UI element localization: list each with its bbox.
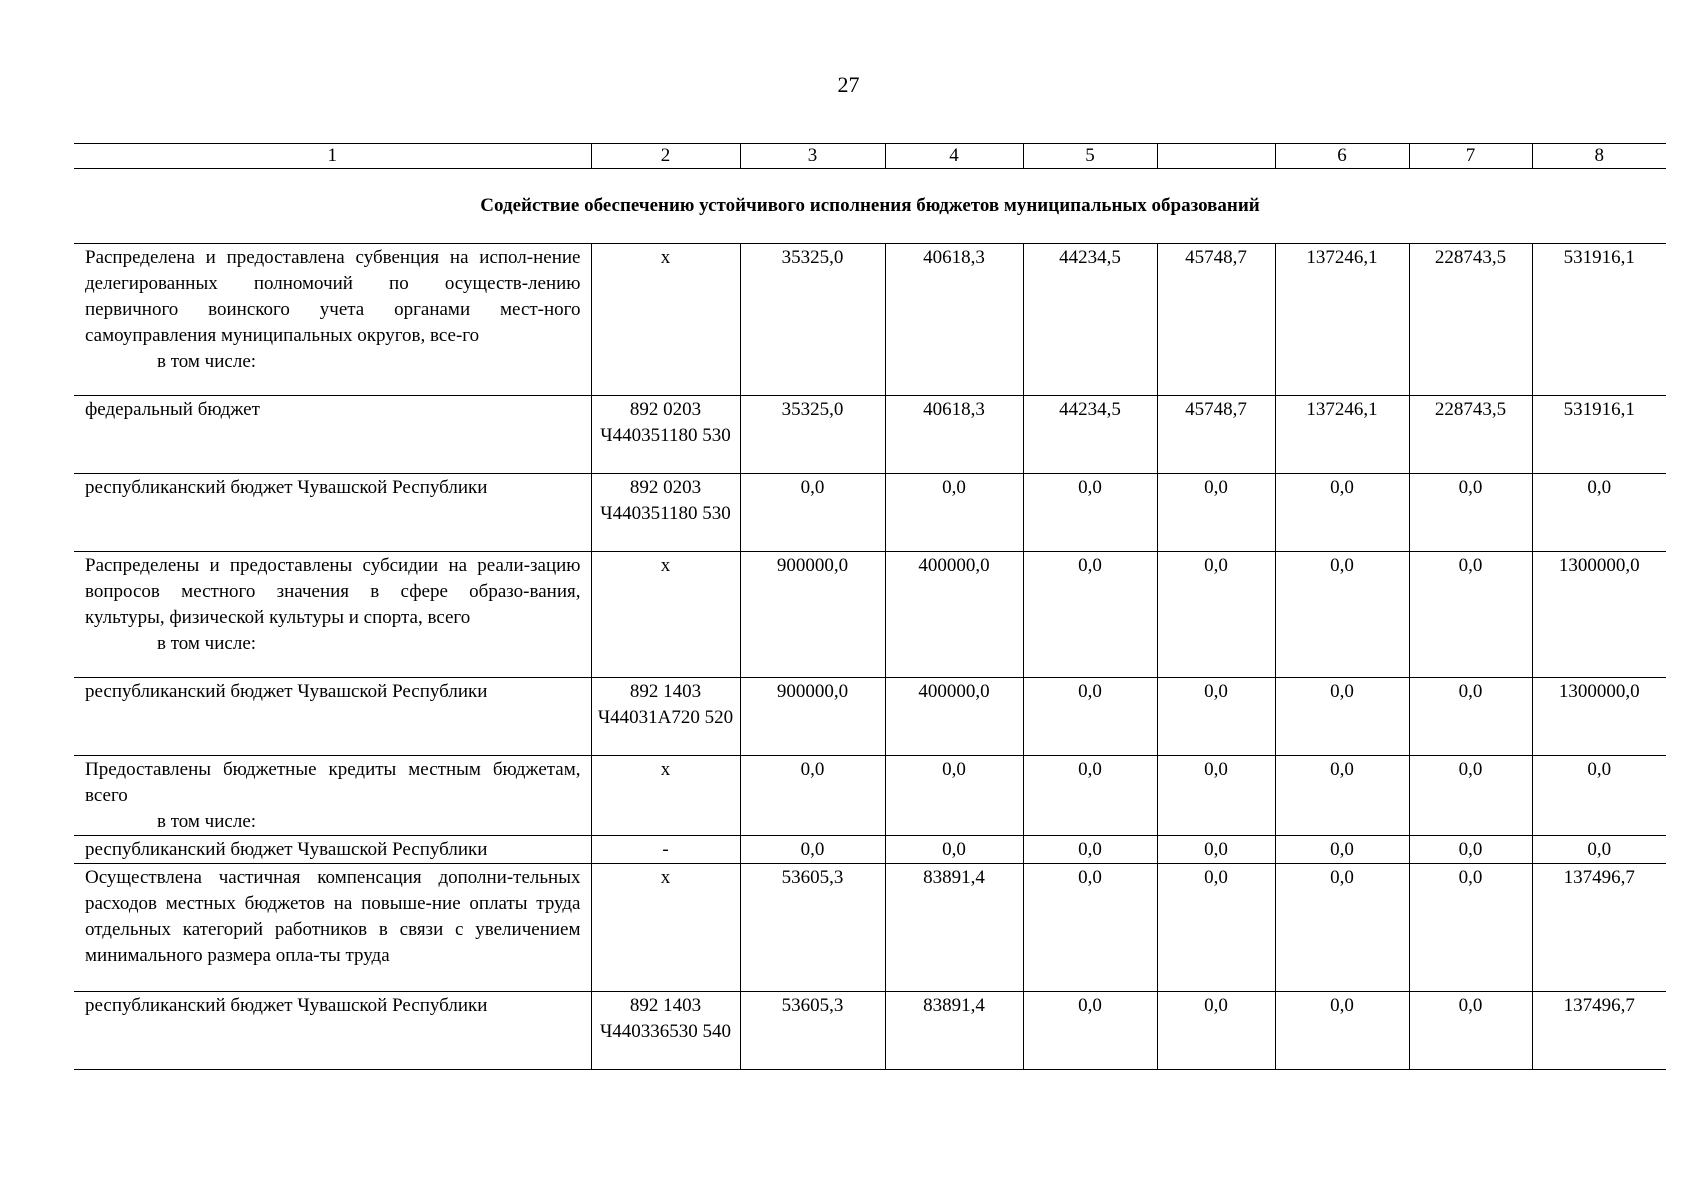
amount-cell: 0,0 [1409,552,1532,678]
amount-cell: 0,0 [885,474,1023,552]
budget-code-cell: х [591,244,740,396]
amount-cell: 0,0 [740,836,885,864]
amount-cell: 0,0 [885,756,1023,836]
amount-cell: 531916,1 [1532,244,1666,396]
amount-cell: 0,0 [1157,474,1275,552]
amount-cell: 0,0 [1275,474,1409,552]
budget-code-cell: 892 1403 Ч44031А720 520 [591,678,740,756]
amount-cell: 0,0 [1023,836,1157,864]
amount-cell: 0,0 [1532,836,1666,864]
column-number: 5 [1023,144,1157,169]
row-description-cell [74,678,591,756]
row-description-cell [74,992,591,1070]
amount-cell: 228743,5 [1409,244,1532,396]
column-number: 3 [740,144,885,169]
row-description: Предоставлены бюджетные кредиты местным бюджетам, всего [85,759,581,806]
amount-cell: 44234,5 [1023,396,1157,474]
amount-cell: 0,0 [1275,678,1409,756]
amount-cell: 0,0 [1023,756,1157,836]
column-number: 1 [74,144,591,169]
table-row [74,992,1666,1070]
amount-cell: 1300000,0 [1532,678,1666,756]
amount-cell: 137246,1 [1275,244,1409,396]
row-description: Осуществлена частичная компенсация дополни-тельных расходов местных бюджетов на повыше-ние оплаты труда отдельных категорий работников в связи с увеличением минимального размера опла-ты труда [85,867,581,966]
row-description-cell [74,396,591,474]
budget-code-cell: х [591,756,740,836]
amount-cell: 0,0 [1409,678,1532,756]
page-number: 27 [837,72,860,97]
amount-cell: 0,0 [885,836,1023,864]
amount-cell: 0,0 [1023,864,1157,992]
column-number: 6 [1275,144,1409,169]
column-number: 8 [1532,144,1666,169]
amount-cell: 228743,5 [1409,396,1532,474]
amount-cell: 137246,1 [1275,396,1409,474]
amount-cell: 0,0 [1275,992,1409,1070]
amount-cell: 0,0 [1409,992,1532,1070]
budget-code-cell: х [591,864,740,992]
including-label: в том числе: [157,811,257,832]
amount-cell: 0,0 [1275,864,1409,992]
column-number-row [74,144,1666,169]
amount-cell: 1300000,0 [1532,552,1666,678]
column-number: 2 [591,144,740,169]
amount-cell: 83891,4 [885,864,1023,992]
amount-cell: 0,0 [1409,474,1532,552]
budget-code-cell: 892 1403 Ч440336530 540 [591,992,740,1070]
table-row [74,396,1666,474]
amount-cell: 53605,3 [740,992,885,1070]
row-description: Распределена и предоставлена субвенция на испол-нение делегированных полномочий по осуществ-лению первичного воинского учета органами мест-ного самоуправления муниципальных округов, все-го [85,247,581,346]
amount-cell: 531916,1 [1532,396,1666,474]
amount-cell: 900000,0 [740,678,885,756]
amount-cell: 0,0 [1023,992,1157,1070]
row-description: Распределены и предоставлены субсидии на реали-зацию вопросов местного значения в сфере образо-вания, культуры, физической культуры и спорта, всего [85,555,581,628]
amount-cell: 45748,7 [1157,396,1275,474]
amount-cell: 40618,3 [885,396,1023,474]
row-description-cell [74,836,591,864]
amount-cell: 35325,0 [740,396,885,474]
amount-cell: 0,0 [1532,474,1666,552]
amount-cell: 137496,7 [1532,992,1666,1070]
amount-cell: 0,0 [1275,552,1409,678]
table-row [74,836,1666,864]
including-label: в том числе: [157,351,257,372]
amount-cell: 137496,7 [1532,864,1666,992]
row-description: республиканский бюджет Чувашской Республики [85,839,488,860]
row-description: федеральный бюджет [85,399,260,420]
table-row [74,244,1666,396]
amount-cell: 0,0 [1532,756,1666,836]
budget-code-cell: х [591,552,740,678]
row-description: республиканский бюджет Чувашской Республики [85,681,488,702]
including-label: в том числе: [157,633,257,654]
budget-code-cell: 892 0203 Ч440351180 530 [591,396,740,474]
amount-cell: 0,0 [740,474,885,552]
row-description: республиканский бюджет Чувашской Республики [85,477,488,498]
row-description-cell [74,864,591,992]
amount-cell: 0,0 [1157,552,1275,678]
amount-cell: 0,0 [1409,836,1532,864]
amount-cell: 83891,4 [885,992,1023,1070]
amount-cell: 0,0 [1409,756,1532,836]
row-description: республиканский бюджет Чувашской Республики [85,995,488,1016]
amount-cell: 35325,0 [740,244,885,396]
amount-cell: 900000,0 [740,552,885,678]
budget-code-cell: - [591,836,740,864]
amount-cell: 0,0 [1157,756,1275,836]
amount-cell: 45748,7 [1157,244,1275,396]
amount-cell: 0,0 [1409,864,1532,992]
amount-cell: 0,0 [1023,678,1157,756]
row-description-cell [74,244,591,396]
amount-cell: 0,0 [1157,992,1275,1070]
amount-cell: 0,0 [1157,864,1275,992]
amount-cell: 44234,5 [1023,244,1157,396]
budget-table [74,143,1666,1070]
column-number: 7 [1409,144,1532,169]
table-row [74,864,1666,992]
amount-cell: 0,0 [1023,474,1157,552]
amount-cell: 400000,0 [885,678,1023,756]
table-body [74,144,1666,1070]
row-description-cell [74,756,591,836]
amount-cell: 0,0 [1023,552,1157,678]
table-row [74,474,1666,552]
table-row [74,678,1666,756]
amount-cell: 53605,3 [740,864,885,992]
amount-cell: 0,0 [1275,756,1409,836]
amount-cell: 0,0 [1157,678,1275,756]
section-title-row [74,169,1666,244]
table-row [74,756,1666,836]
row-description-cell [74,474,591,552]
amount-cell: 0,0 [1275,836,1409,864]
amount-cell: 0,0 [740,756,885,836]
table-row [74,552,1666,678]
amount-cell: 0,0 [1157,836,1275,864]
budget-code-cell: 892 0203 Ч440351180 530 [591,474,740,552]
section-title: Содействие обеспечению устойчивого исполнения бюджетов муниципальных образований [74,169,1666,244]
amount-cell: 400000,0 [885,552,1023,678]
amount-cell: 40618,3 [885,244,1023,396]
column-number: 4 [885,144,1023,169]
row-description-cell [74,552,591,678]
column-number [1157,144,1275,169]
